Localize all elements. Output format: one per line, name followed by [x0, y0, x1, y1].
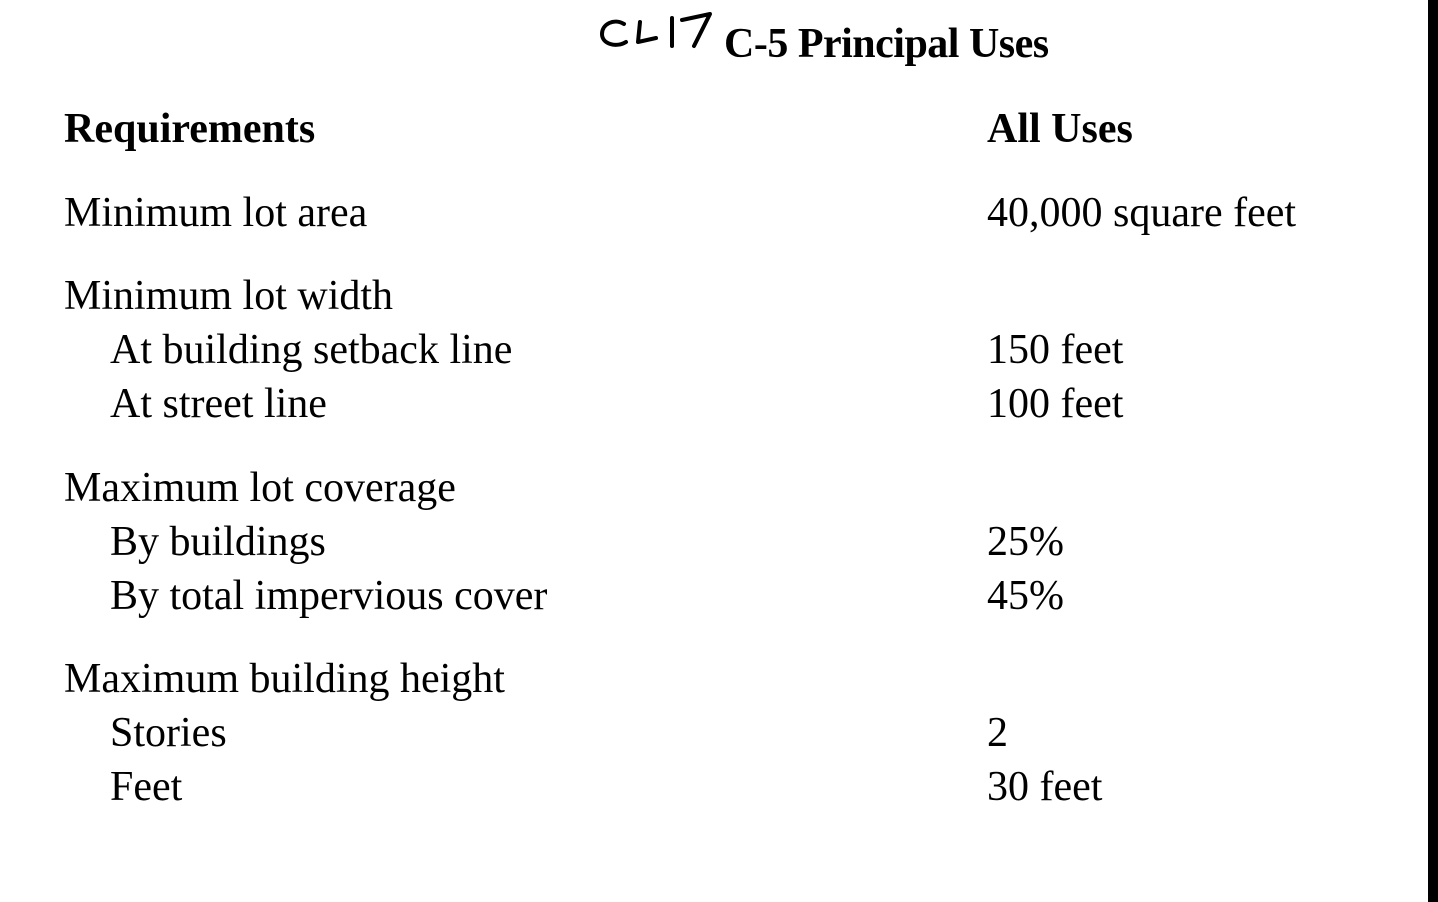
- max-lot-coverage-label: Maximum lot coverage: [64, 465, 456, 511]
- min-lot-area-value: 40,000 square feet: [987, 190, 1297, 236]
- max-building-height-label: Maximum building height: [64, 656, 505, 702]
- all-uses-header: All Uses: [987, 106, 1133, 152]
- street-line-value: 100 feet: [987, 381, 1124, 427]
- stories-label: Stories: [110, 710, 227, 756]
- setback-line-label: At building setback line: [110, 327, 513, 373]
- by-impervious-label: By total impervious cover: [110, 573, 548, 619]
- street-line-label: At street line: [110, 381, 327, 427]
- setback-line-value: 150 feet: [987, 327, 1124, 373]
- handwritten-note: [598, 6, 720, 58]
- requirements-header: Requirements: [64, 106, 316, 152]
- page-edge-bar: [1428, 0, 1438, 902]
- feet-value: 30 feet: [987, 764, 1103, 810]
- min-lot-width-label: Minimum lot width: [64, 273, 394, 319]
- stories-value: 2: [987, 710, 1008, 756]
- feet-label: Feet: [110, 764, 183, 810]
- by-impervious-value: 45%: [987, 573, 1064, 619]
- by-buildings-value: 25%: [987, 519, 1064, 565]
- page-title: C-5 Principal Uses: [724, 21, 1049, 67]
- by-buildings-label: By buildings: [110, 519, 326, 565]
- min-lot-area-label: Minimum lot area: [64, 190, 368, 236]
